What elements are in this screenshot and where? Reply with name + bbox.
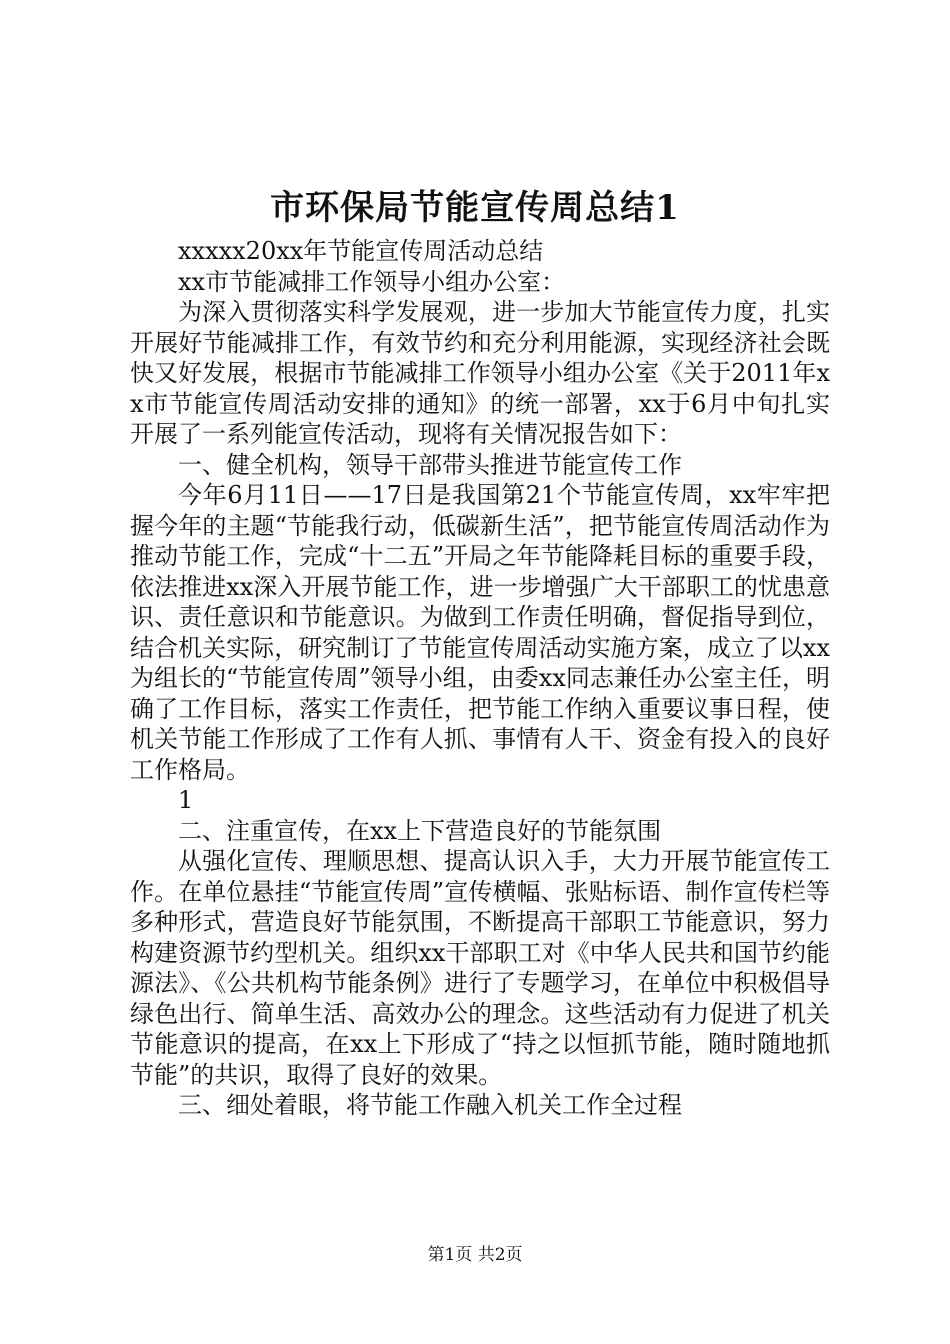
inline-page-number: 1 (178, 786, 194, 814)
page-footer: 第1页 共2页 (427, 1245, 523, 1265)
section-2-paragraph: 从强化宣传、理顺思想、提高认识入手，大力开展节能宣传工作。在单位悬挂“节能宣传周”宣传横幅、张贴标语、制作宣传栏等多种形式，营造良好节能氛围，不断提高干部职工节能意识，努力构建资源节约型机关。组织xx干部职工对《中华人民共和国节约能源法》、《公共机构节能条例》进行了专题学习，在单位中积极倡导绿色出行、简单生活、高效办公的理念。这些活动有力促进了机关节能意识的提高，在xx上下形成了“持之以恒抓节能，随时随地抓节能”的共识，取得了良好的效果。 (130, 847, 830, 1089)
document-title: 市环保局节能宣传周总结1 (270, 188, 680, 228)
addressee-line: xx市节能减排工作领导小组办公室： (178, 267, 566, 296)
section-heading-2: 二、注重宣传，在xx上下营造良好的节能氛围 (178, 816, 662, 845)
section-heading-3: 三、细处着眼，将节能工作融入机关工作全过程 (178, 1091, 682, 1119)
section-1-paragraph: 今年6月11日——17日是我国第21个节能宣传周，xx牢牢把握今年的主题“节能我行动，低碳新生活”，把节能宣传周活动作为推动节能工作，完成“十二五”开局之年节能降耗目标的重要手段，依法推进xx深入开展节能工作，进一步增强广大干部职工的忧患意识、责任意识和节能意识。为做到工作责任明确，督促指导到位，结合机关实际，研究制订了节能宣传周活动实施方案，成立了以xx为组长的“节能宣传周”领导小组，由委xx同志兼任办公室主任，明确了工作目标，落实工作责任，把节能工作纳入重要议事日程，使机关节能工作形成了工作有人抓、事情有人干、资金有投入的良好工作格局。 (130, 481, 830, 784)
document-body (130, 236, 830, 1121)
intro-paragraph: 为深入贯彻落实科学发展观，进一步加大节能宣传力度，扎实开展好节能减排工作，有效节约和充分利用能源，实现经济社会既快又好发展，根据市节能减排工作领导小组办公室《关于2011年xx市节能宣传周活动安排的通知》的统一部署，xx于6月中旬扎实开展了一系列能宣传活动，现将有关情况报告如下： (130, 298, 830, 448)
report-heading: xxxxx20xx年节能宣传周活动总结 (178, 237, 544, 265)
section-heading-1: 一、健全机构，领导干部带头推进节能宣传工作 (178, 450, 682, 479)
